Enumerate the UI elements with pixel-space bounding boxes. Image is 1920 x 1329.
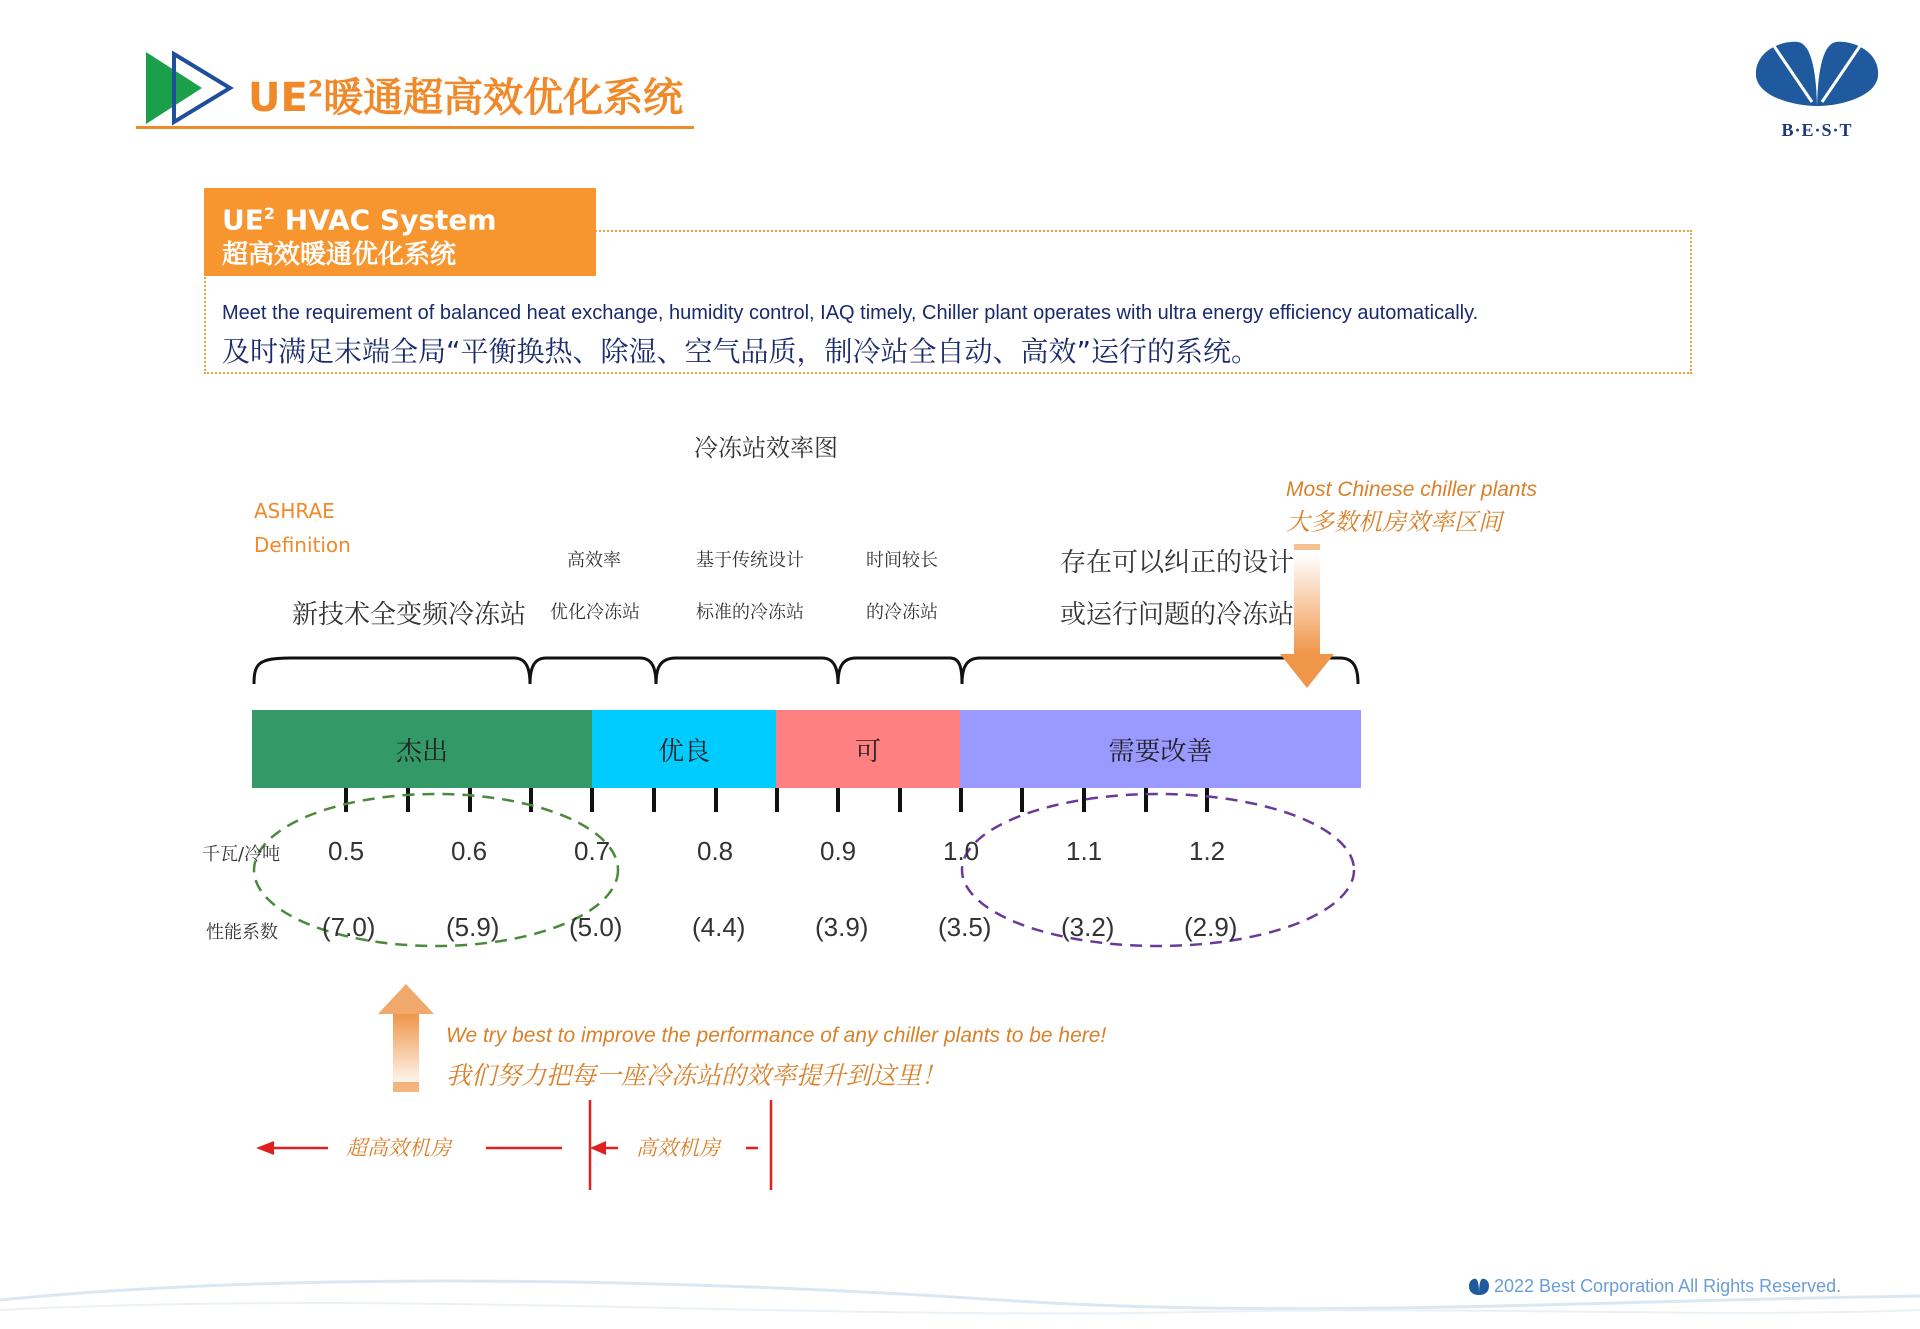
logo-text: B·E·S·T bbox=[1781, 120, 1853, 140]
kw-value: 0.9 bbox=[820, 836, 857, 866]
footer-logo-icon bbox=[1468, 1277, 1490, 1297]
chart-title: 冷冻站效率图 bbox=[694, 434, 838, 462]
kw-value: 1.2 bbox=[1189, 836, 1226, 866]
ashrae-label: ASHRAE Definition bbox=[254, 499, 351, 557]
footer bbox=[1468, 1276, 1841, 1297]
footer-wave-2 bbox=[0, 1303, 1920, 1313]
category-improve-l2: 或运行问题的冷冻站 bbox=[1060, 600, 1295, 630]
category-old-l1: 时间较长 bbox=[866, 550, 938, 571]
row-label-cop: 性能系数 bbox=[206, 922, 278, 943]
up-arrow-icon bbox=[378, 984, 434, 1092]
title-rest: 暖通超高效优化系统 bbox=[323, 75, 684, 121]
kw-value: 0.5 bbox=[328, 836, 365, 866]
improve-text-cn: 我们努力把每一座冷冻站的效率提升到这里！ bbox=[446, 1061, 947, 1090]
category-new-tech: 新技术全变频冷冻站 bbox=[292, 600, 527, 630]
cop-value: (3.5) bbox=[938, 912, 992, 942]
band-good: 优良 bbox=[592, 710, 776, 788]
title-prefix: UE bbox=[248, 75, 308, 121]
cop-value: (5.9) bbox=[446, 912, 500, 942]
category-high-eff-l2: 优化冷冻站 bbox=[550, 602, 640, 623]
kw-value: 1.1 bbox=[1066, 836, 1103, 866]
kw-value: 0.7 bbox=[574, 836, 611, 866]
system-title-cn: 超高效暖通优化系统 bbox=[222, 240, 457, 271]
band-needs-improvement: 需要改善 bbox=[960, 710, 1361, 788]
system-desc-en: Meet the requirement of balanced heat exchange, humidity control, IAQ timely, Chiller plant operates with ultra energy efficiency automatically. bbox=[222, 302, 1479, 324]
row-label-kw: 千瓦/冷吨 bbox=[202, 844, 281, 865]
category-braces bbox=[254, 658, 1358, 684]
down-arrow-icon bbox=[1280, 544, 1334, 688]
category-high-eff-l1: 高效率 bbox=[567, 550, 621, 571]
copyright-text: 2022 Best Corporation All Rights Reserved. bbox=[1494, 1276, 1842, 1296]
system-desc-cn: 及时满足末端全局“平衡换热、除湿、空气品质，制冷站全自动、高效”运行的系统。 bbox=[222, 335, 1260, 368]
legend-high-efficient: 高效机房 bbox=[636, 1136, 720, 1160]
cop-value: (7.0) bbox=[322, 912, 376, 942]
most-plants-en: Most Chinese chiller plants bbox=[1286, 478, 1537, 501]
green-dashed-ellipse bbox=[254, 794, 618, 946]
cop-value: (3.9) bbox=[815, 912, 869, 942]
category-old-l2: 的冷冻站 bbox=[866, 602, 938, 623]
cop-value: (4.4) bbox=[692, 912, 746, 942]
kw-value: 0.6 bbox=[451, 836, 488, 866]
most-plants-cn: 大多数机房效率区间 bbox=[1286, 508, 1502, 536]
title-sup: 2 bbox=[307, 77, 324, 103]
kw-value: 0.8 bbox=[697, 836, 734, 866]
improve-text-en: We try best to improve the performance of any chiller plants to be here! bbox=[446, 1024, 1107, 1047]
band-excellent: 杰出 bbox=[252, 710, 592, 788]
category-traditional-l1: 基于传统设计 bbox=[696, 550, 804, 571]
purple-dashed-ellipse bbox=[962, 794, 1354, 946]
kw-value: 1.0 bbox=[943, 836, 980, 866]
band-fair: 可 bbox=[776, 710, 960, 788]
cop-value: (2.9) bbox=[1184, 912, 1238, 942]
category-improve-l1: 存在可以纠正的设计 bbox=[1060, 548, 1295, 578]
system-title-en: $UE^2$ HVAC System bbox=[222, 203, 497, 237]
cop-value: (3.2) bbox=[1061, 912, 1115, 942]
category-traditional-l2: 标准的冷冻站 bbox=[696, 602, 804, 623]
cop-value: (5.0) bbox=[569, 912, 623, 942]
legend-ultra-efficient: 超高效机房 bbox=[346, 1136, 451, 1160]
